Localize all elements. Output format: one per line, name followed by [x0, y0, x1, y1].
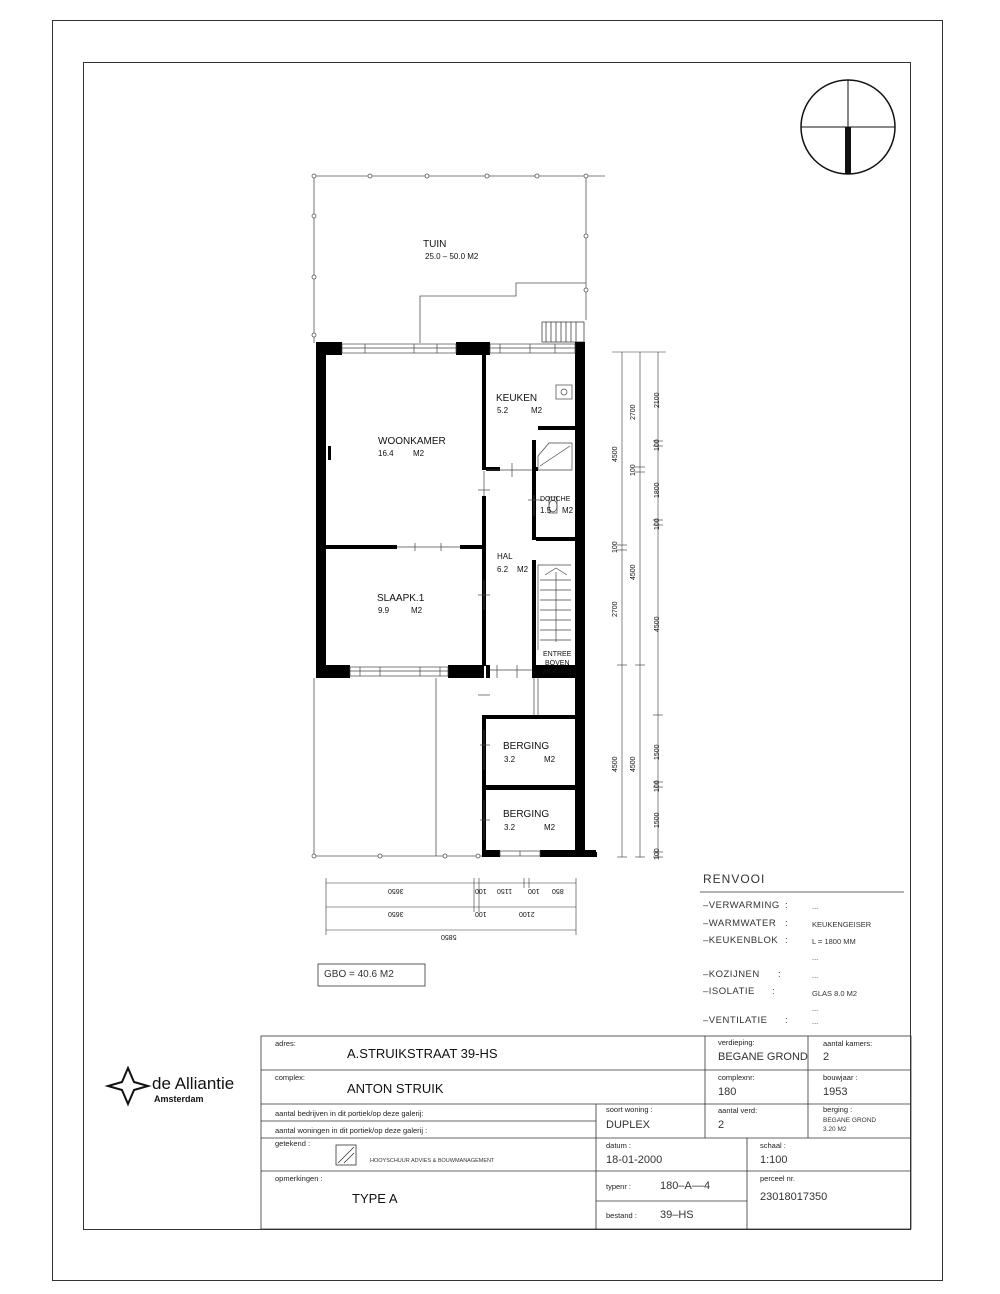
garden-steps: [542, 322, 584, 342]
perceel-value: 23018017350: [760, 1191, 828, 1203]
renvooi-label-1: –VERWARMING: [703, 900, 780, 911]
dim-v2-b: 100: [630, 464, 637, 476]
dim-h1-b: 100: [475, 887, 487, 894]
schaal-label: schaal :: [760, 1141, 786, 1150]
renvooi-label-6: –ISOLATIE: [703, 986, 755, 997]
entree-line3: WONING: [542, 669, 572, 676]
dim-v3-c: 1800: [654, 482, 661, 498]
kamers-value: 2: [823, 1051, 830, 1063]
entree-line2: BOVEN: [545, 660, 570, 667]
renvooi-sep-3: :: [785, 935, 789, 946]
renvooi-value-3: L = 1800 MM: [812, 937, 856, 946]
dim-h1-d: 100: [528, 887, 540, 894]
adres-label: adres:: [275, 1039, 296, 1048]
berging2-label: BERGING: [503, 809, 550, 820]
dim-h2-b: 100: [475, 910, 487, 917]
douche-label: DOUCHE: [540, 496, 571, 503]
dim-v2-c: 4500: [630, 564, 637, 580]
complex-label: complex:: [275, 1073, 306, 1082]
dim-h1-a: 3650: [388, 887, 404, 894]
dim-v1-a: 4500: [612, 446, 619, 462]
perceel-label: perceel nr.: [760, 1174, 796, 1183]
slaapk-label: SLAAPK.1: [377, 593, 425, 604]
opmerkingen-label: opmerkingen :: [275, 1174, 323, 1183]
dim-v1-b: 100: [612, 541, 619, 553]
keuken-unit: M2: [531, 406, 543, 415]
dim-v3-e: 4500: [654, 616, 661, 632]
renvooi-label-5: –KOZIJNEN: [703, 969, 760, 980]
renvooi-sep-5: :: [778, 969, 782, 980]
hooyschuur-logo-icon: [336, 1145, 356, 1165]
soort-label: soort woning :: [606, 1105, 653, 1114]
slaapk-unit: M2: [411, 606, 423, 615]
renvooi-label-2: –WARMWATER: [703, 918, 777, 929]
dim-v3-a: 2100: [654, 392, 661, 408]
logo-city: Amsterdam: [154, 1094, 204, 1104]
adres-value: A.STRUIKSTRAAT 39-HS: [347, 1046, 498, 1061]
verdieping-label: verdieping:: [718, 1038, 755, 1047]
dim-h3-a: 5850: [441, 933, 457, 940]
front-garden: [312, 678, 482, 858]
bestand-label: bestand :: [606, 1211, 637, 1220]
slaapk-area: 9.9: [378, 606, 390, 615]
renvooi-value-4: ...: [812, 953, 819, 962]
getekend-label: getekend :: [275, 1139, 311, 1148]
berging-value-1: BEGANE GROND: [823, 1117, 877, 1124]
berging1-area: 3.2: [504, 755, 516, 764]
woningen-label: aantal woningen in dit portiek/op deze galerij :: [275, 1126, 428, 1135]
dim-h1-e: 850: [552, 887, 564, 894]
renvooi-value-1: ...: [812, 902, 819, 911]
berging1-unit: M2: [544, 755, 556, 764]
gbo-text: GBO = 40.6 M2: [324, 969, 394, 980]
datum-value: 18-01-2000: [606, 1154, 663, 1166]
renvooi-value-7: ...: [812, 1004, 819, 1013]
renvooi-sep-2: :: [785, 918, 789, 929]
dim-v3-i: 100: [654, 848, 661, 860]
dim-v3-h: 1500: [654, 812, 661, 828]
renvooi-value-2: KEUKENGEISER: [812, 920, 872, 929]
dim-v3-b: 100: [654, 439, 661, 451]
dim-v2-a: 2700: [630, 404, 637, 420]
tuin-label: TUIN: [423, 239, 447, 250]
renvooi-value-5: ...: [812, 971, 819, 980]
hal-label: HAL: [497, 552, 513, 561]
dim-h2-c: 2100: [519, 910, 535, 917]
berging-label: berging :: [823, 1105, 853, 1114]
dim-v3-f: 1500: [654, 744, 661, 760]
complex-value: ANTON STRUIK: [347, 1081, 444, 1096]
bestand-value: 39–HS: [660, 1209, 694, 1221]
renvooi-label-8: –VENTILATIE: [703, 1015, 768, 1026]
dim-v3-g: 100: [654, 780, 661, 792]
datum-label: datum :: [606, 1141, 632, 1150]
verd-value: 2: [718, 1119, 725, 1131]
north-arrow-icon: [801, 80, 895, 174]
de-alliantie-logo-icon: [108, 1068, 148, 1104]
berging2-unit: M2: [544, 823, 556, 832]
woonkamer-area: 16.4: [378, 449, 394, 458]
dim-h2-a: 3650: [388, 910, 404, 917]
bedrijven-label: aantal bedrijven in dit portiek/op deze galerij:: [275, 1109, 424, 1118]
dim-v1-d: 4500: [612, 756, 619, 772]
renvooi-label-3: –KEUKENBLOK: [703, 935, 779, 946]
renvooi-value-8: ...: [812, 1017, 819, 1026]
logo-name: de Alliantie: [152, 1074, 235, 1093]
opmerkingen-value: TYPE A: [352, 1191, 398, 1206]
dim-v1-c: 2700: [612, 601, 619, 617]
bouwjaar-label: bouwjaar :: [823, 1073, 858, 1082]
typenr-label: typenr :: [606, 1182, 632, 1191]
walls: [316, 342, 597, 857]
entree-line1: ENTREE: [543, 651, 572, 658]
renvooi-value-6: GLAS 8.0 M2: [812, 989, 858, 998]
complexnr-value: 180: [718, 1086, 737, 1098]
verd-label: aantal verd:: [718, 1106, 758, 1115]
douche-unit: M2: [562, 506, 574, 515]
berging2-area: 3.2: [504, 823, 516, 832]
keuken-label: KEUKEN: [496, 393, 538, 404]
renvooi-sep-6: :: [772, 986, 776, 997]
woonkamer-unit: M2: [413, 449, 425, 458]
hal-area: 6.2: [497, 565, 509, 574]
woonkamer-label: WOONKAMER: [378, 436, 446, 447]
hal-unit: M2: [517, 565, 529, 574]
dim-v2-d: 4500: [630, 756, 637, 772]
renvooi-title: RENVOOI: [703, 872, 766, 886]
typenr-value: 180–A––4: [660, 1180, 711, 1192]
dim-h1-c: 1150: [497, 887, 513, 894]
getekend-value: HOOYSCHUUR ADVIES & BOUWMANAGEMENT: [370, 1158, 495, 1164]
renvooi-sep-8: :: [785, 1015, 789, 1026]
kamers-label: aantal kamers:: [823, 1039, 873, 1048]
dim-v3-d: 100: [654, 518, 661, 530]
soort-value: DUPLEX: [606, 1119, 651, 1131]
douche-area: 1.5: [540, 506, 552, 515]
verdieping-value: BEGANE GROND: [718, 1051, 808, 1063]
complexnr-label: complexnr:: [718, 1073, 755, 1082]
keuken-area: 5.2: [497, 406, 509, 415]
bouwjaar-value: 1953: [823, 1086, 848, 1098]
tuin-area: 25.0 – 50.0 M2: [425, 252, 479, 261]
berging-value-2: 3.20 M2: [823, 1126, 847, 1133]
schaal-value: 1:100: [760, 1154, 788, 1166]
berging1-label: BERGING: [503, 741, 550, 752]
renvooi-sep-1: :: [785, 900, 789, 911]
